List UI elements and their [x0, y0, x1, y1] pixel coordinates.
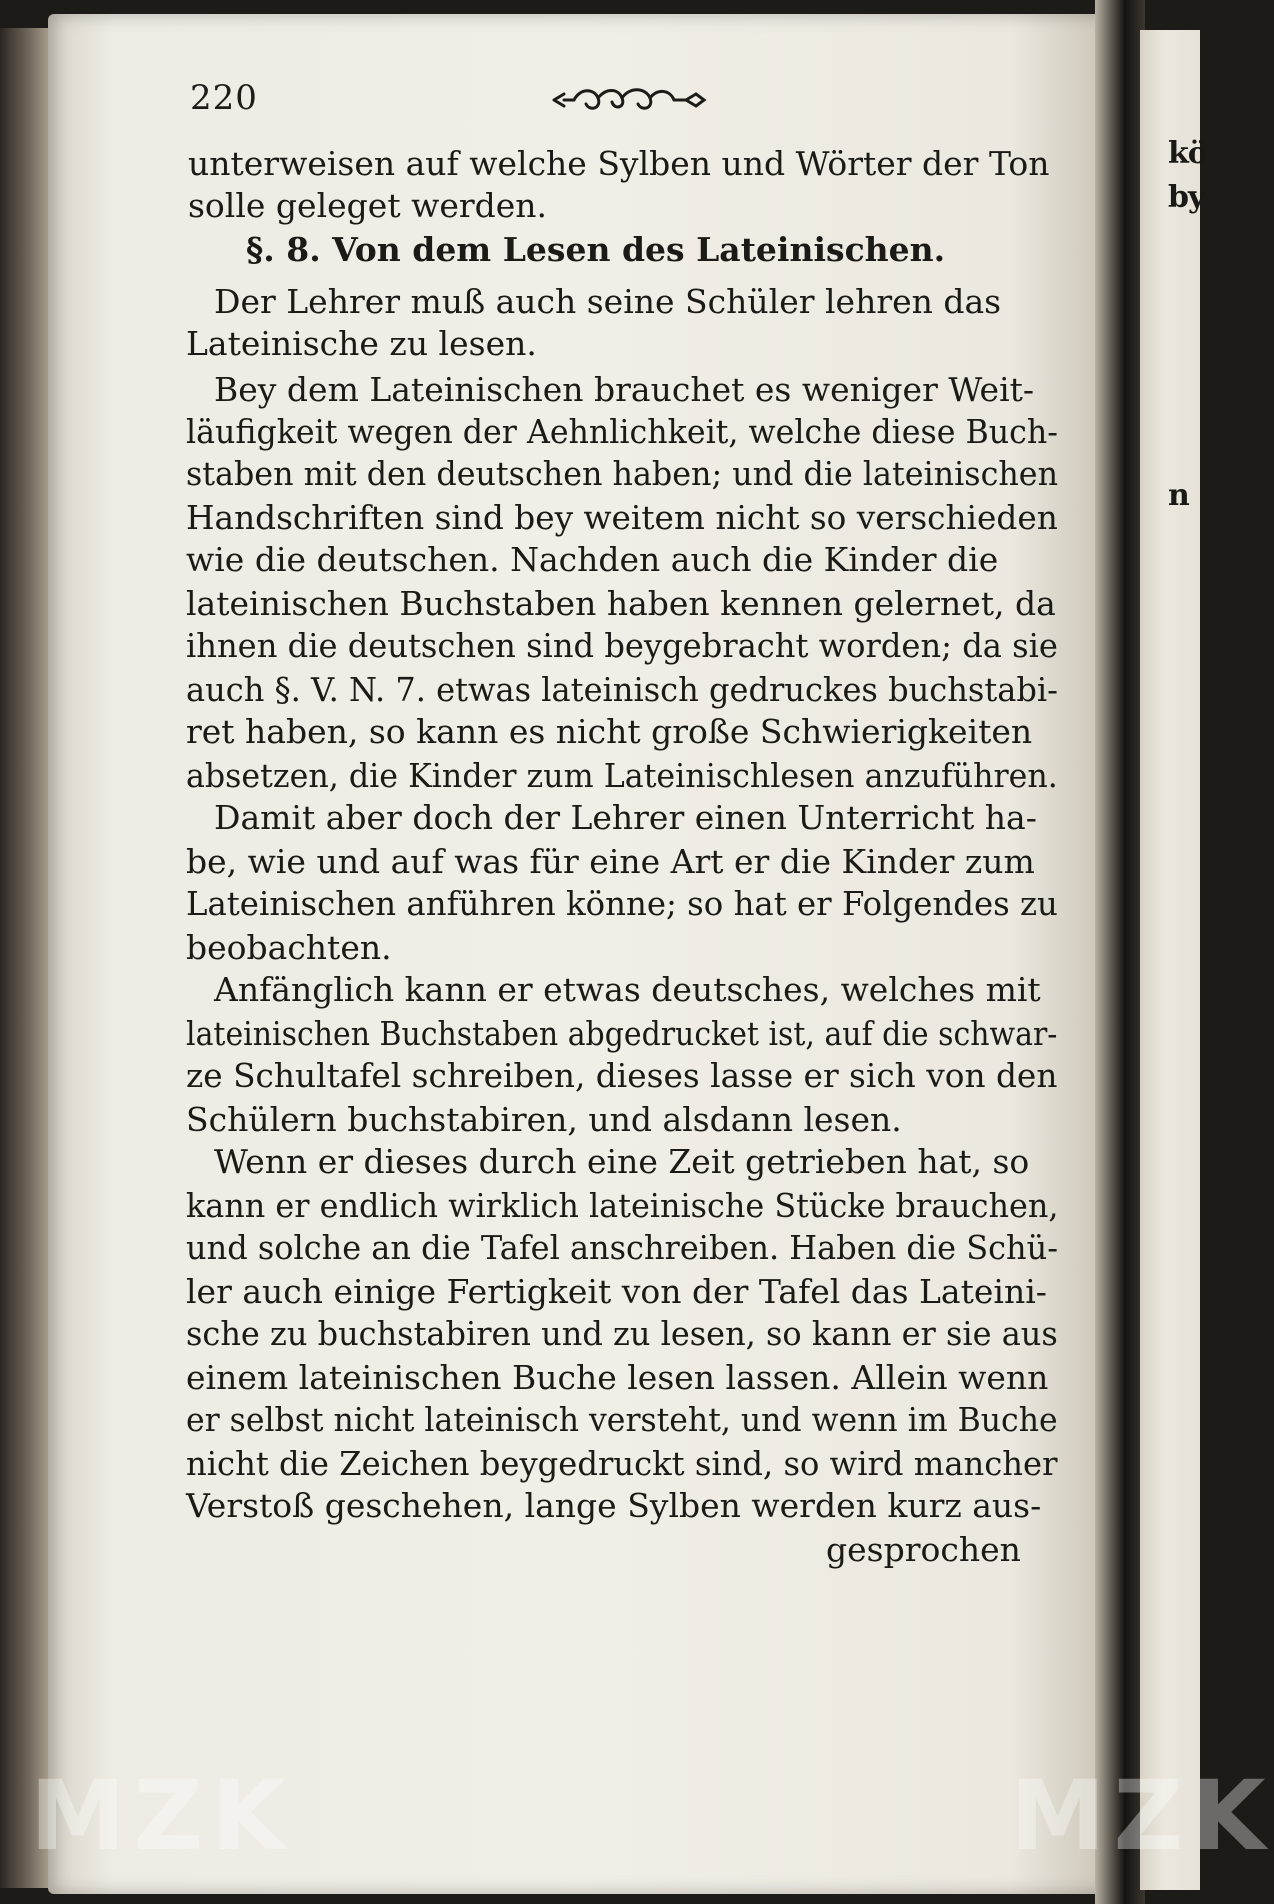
text-line: auch §. V. N. 7. etwas lateinisch gedruckes buchstabi- — [186, 670, 1059, 709]
text-line: ihnen die deutschen sind beygebracht worden; da sie — [186, 626, 1058, 665]
text-line: unterweisen auf welche Sylben und Wörter der Ton — [188, 144, 1050, 183]
text-line: ret haben, so kann es nicht große Schwierigkeiten — [186, 712, 1033, 751]
catchword: gesprochen — [826, 1530, 1021, 1569]
text-line: lateinischen Buchstaben haben kennen gelernet, da — [186, 584, 1056, 623]
text-line: Anfänglich kann er etwas deutsches, welches mit — [214, 970, 1041, 1009]
text-line: Lateinischen anführen könne; so hat er Folgendes zu — [186, 884, 1058, 923]
text-line: staben mit den deutschen haben; und die lateinischen — [186, 454, 1059, 493]
text-line: kann er endlich wirklich lateinische Stücke brauchen, — [186, 1186, 1059, 1225]
decorative-fleuron-icon — [550, 82, 710, 118]
book-gutter — [1095, 0, 1145, 1904]
text-line: Bey dem Lateinischen brauchet es weniger Weit- — [214, 370, 1035, 409]
section-heading: §. 8. Von dem Lesen des Lateinischen. — [246, 230, 946, 269]
page-header — [190, 78, 1070, 128]
text-line: und solche an die Tafel anschreiben. Haben die Schü- — [186, 1228, 1059, 1267]
text-line: ze Schultafel schreiben, dieses lasse er sich von den — [186, 1056, 1058, 1095]
text-line: Lateinische zu lesen. — [186, 324, 537, 363]
text-line: Wenn er dieses durch eine Zeit getrieben hat, so — [214, 1142, 1030, 1181]
text-line: Der Lehrer muß auch seine Schüler lehren das — [214, 282, 1002, 321]
text-line: beobachten. — [186, 928, 392, 967]
text-line: sche zu buchstabiren und zu lesen, so kann er sie aus — [186, 1314, 1058, 1353]
text-line: einem lateinischen Buche lesen lassen. Allein wenn — [186, 1358, 1049, 1397]
text-line: läufigkeit wegen der Aehnlichkeit, welche diese Buch- — [186, 412, 1058, 451]
text-line: lateinischen Buchstaben abgedrucket ist, auf die schwar- — [186, 1014, 1058, 1053]
text-line: nicht die Zeichen beygedruckt sind, so wird mancher — [186, 1444, 1058, 1483]
next-page-fragment: kö — [1168, 136, 1207, 171]
text-line: er selbst nicht lateinisch versteht, und wenn im Buche — [186, 1400, 1058, 1439]
text-line: Damit aber doch der Lehrer einen Unterricht ha- — [214, 798, 1037, 837]
text-line: wie die deutschen. Nachden auch die Kinder die — [186, 540, 999, 579]
text-line: Handschriften sind bey weitem nicht so verschieden — [186, 498, 1058, 537]
next-page-fragment: n — [1168, 478, 1189, 513]
text-line: be, wie und auf was für eine Art er die Kinder zum — [186, 842, 1035, 881]
text-line: ler auch einige Fertigkeit von der Tafel das Lateini- — [186, 1272, 1047, 1311]
watermark-left: MZK — [30, 1760, 294, 1872]
page-number: 220 — [190, 78, 258, 118]
text-line: absetzen, die Kinder zum Lateinischlesen anzuführen. — [186, 756, 1058, 795]
text-line: solle geleget werden. — [188, 186, 548, 225]
watermark-right: MZK — [1010, 1760, 1274, 1872]
text-line: Verstoß geschehen, lange Sylben werden kurz aus- — [186, 1486, 1042, 1525]
next-page-edge — [1140, 30, 1200, 1890]
text-line: Schülern buchstabiren, und alsdann lesen. — [186, 1100, 902, 1139]
next-page-fragment: by — [1168, 180, 1205, 215]
